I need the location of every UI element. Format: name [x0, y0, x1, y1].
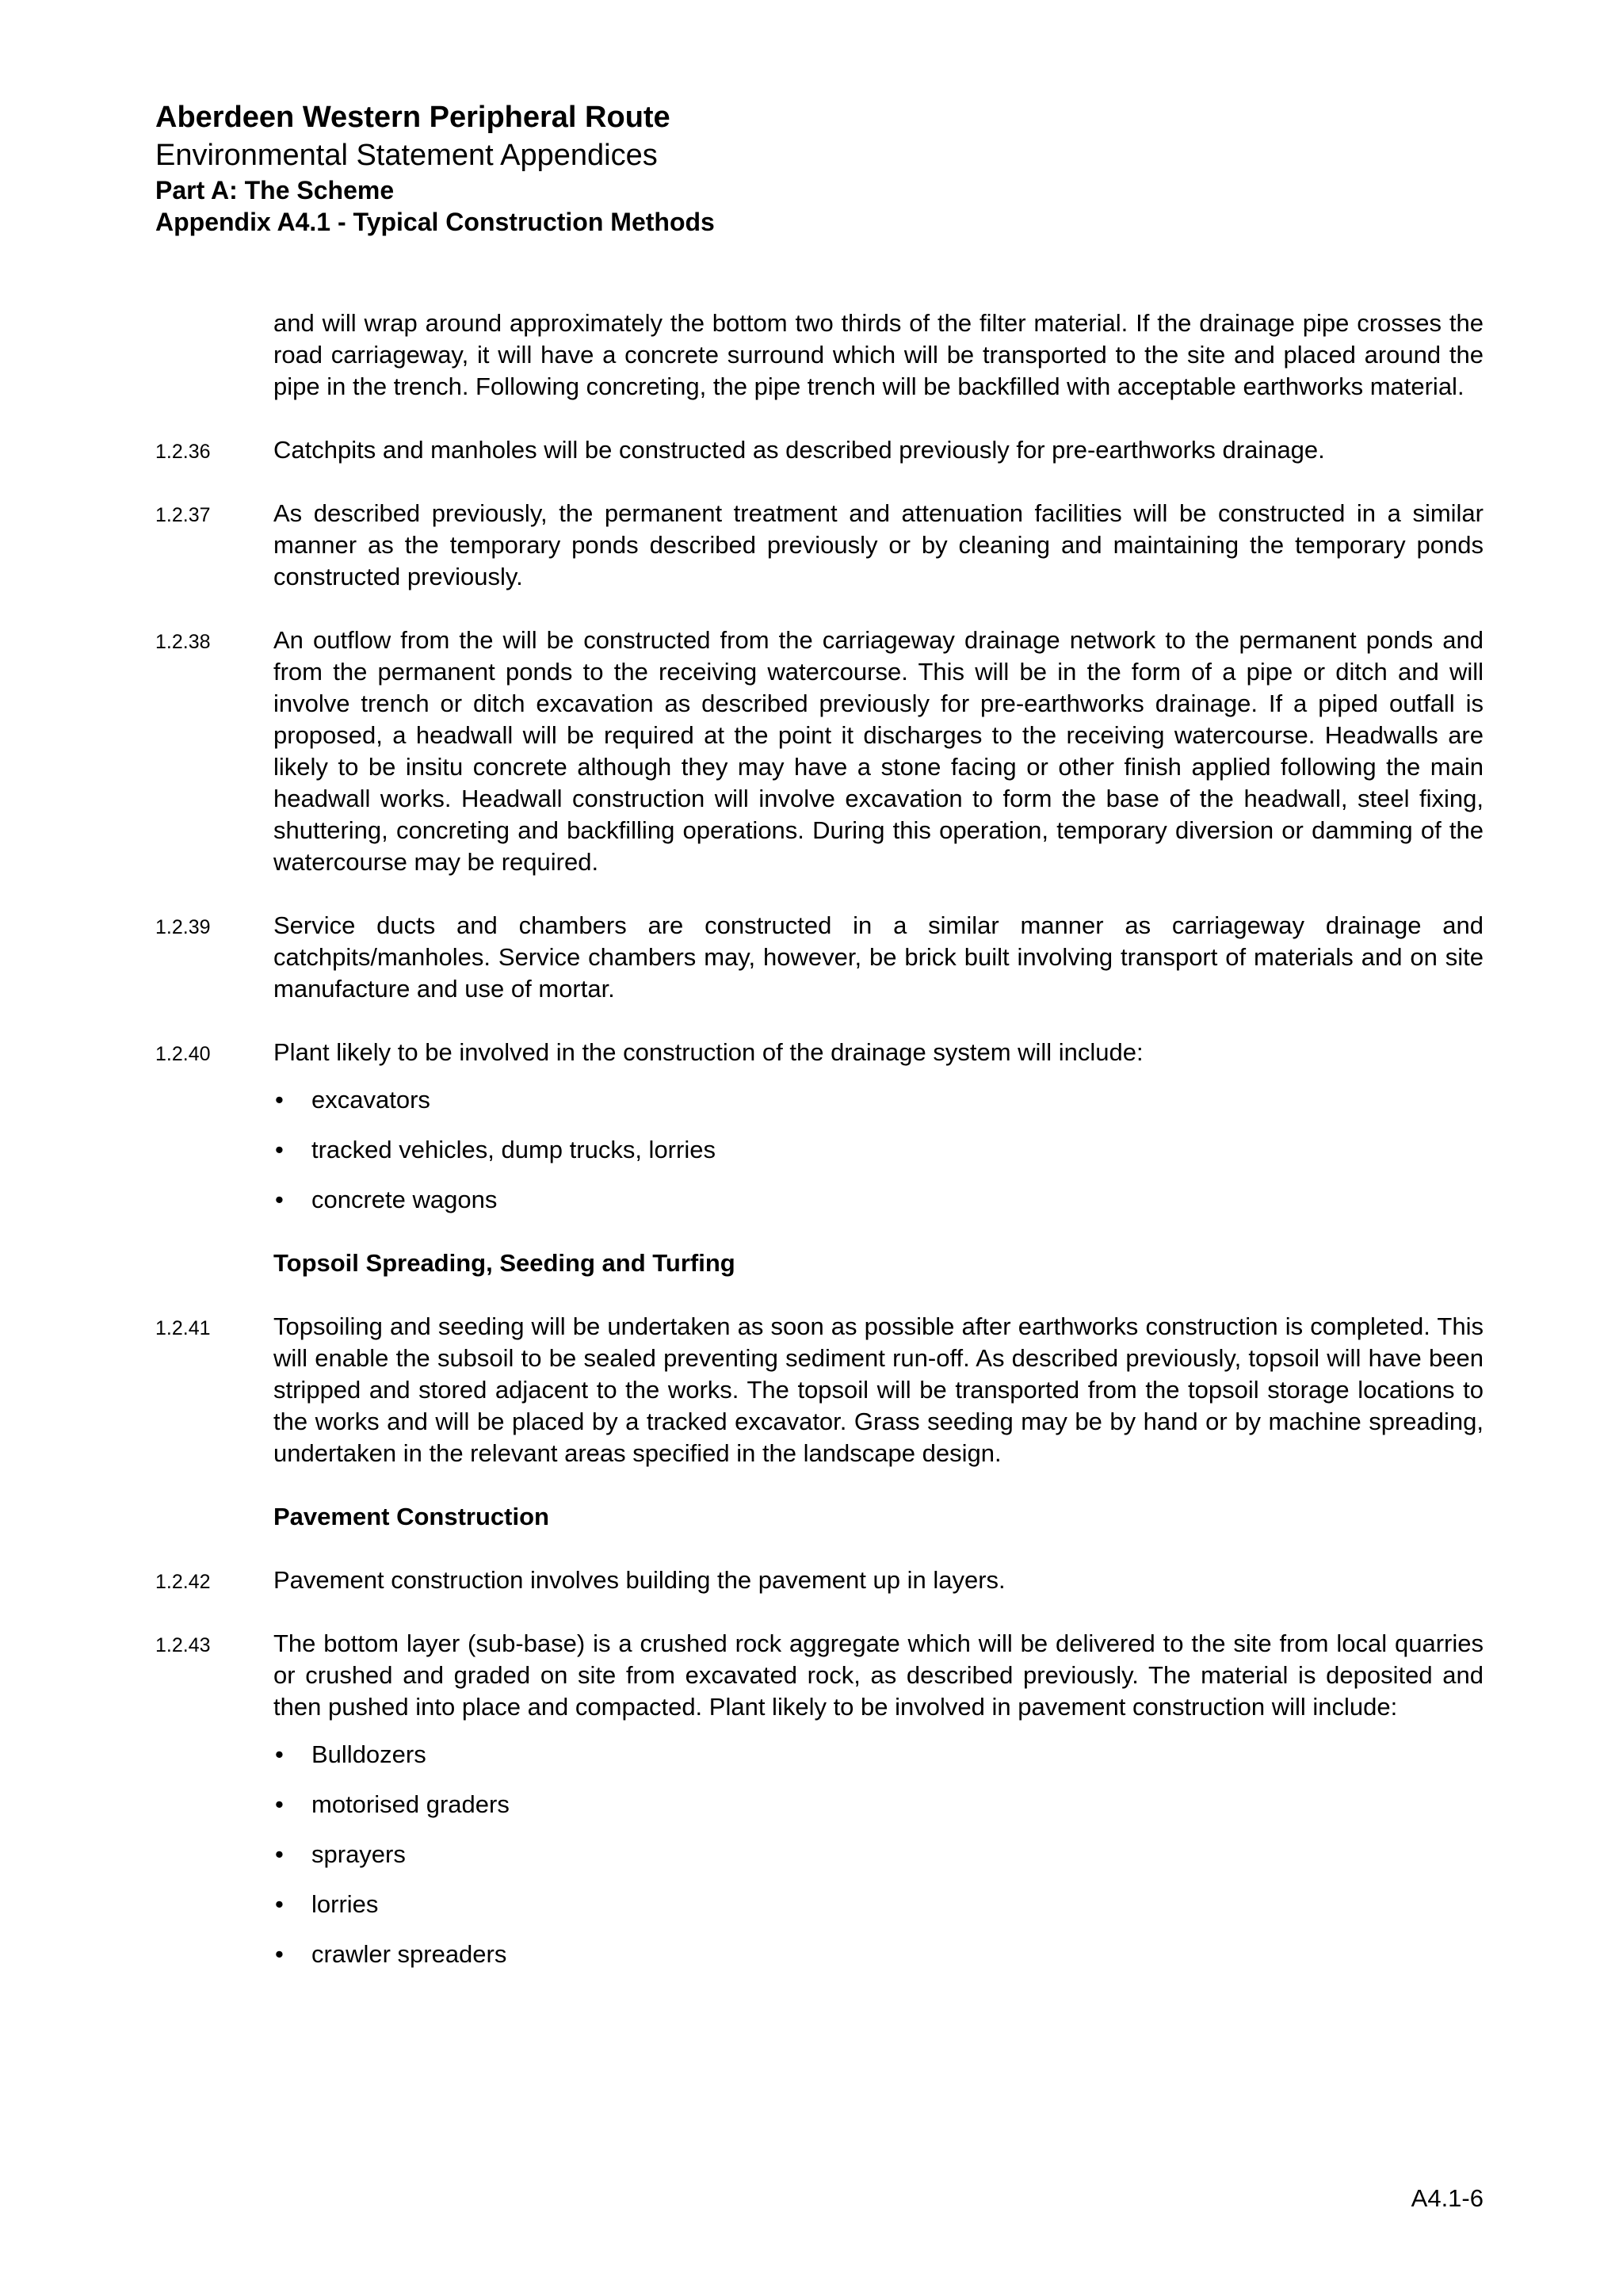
- paragraph-1-2-42: [155, 1564, 1484, 1596]
- pavement-plant-list: [155, 1739, 1484, 1970]
- paragraph-number: 1.2.40: [155, 1043, 211, 1065]
- paragraph-1-2-38: [155, 625, 1484, 878]
- list-item: [273, 1789, 1484, 1820]
- bullet-icon: •: [275, 1740, 284, 1768]
- paragraph-number: 1.2.42: [155, 1571, 211, 1593]
- list-item: [273, 1184, 1484, 1216]
- appendix-heading: Appendix A4.1 - Typical Construction Methods: [155, 208, 715, 236]
- section-heading-topsoil: Topsoil Spreading, Seeding and Turfing: [273, 1249, 735, 1277]
- list-item: [273, 1739, 1484, 1771]
- section-heading-pavement: Pavement Construction: [273, 1503, 549, 1530]
- list-item-text: lorries: [311, 1890, 379, 1918]
- list-item: [273, 1134, 1484, 1166]
- list-item-text: tracked vehicles, dump trucks, lorries: [311, 1136, 716, 1163]
- paragraph-1-2-41: [155, 1311, 1484, 1469]
- paragraph-number: 1.2.36: [155, 441, 211, 463]
- list-item-text: motorised graders: [311, 1790, 510, 1818]
- paragraph-text: Plant likely to be involved in the construction of the drainage system will include:: [273, 1038, 1144, 1066]
- drainage-plant-list: [155, 1084, 1484, 1216]
- paragraph-1-2-40: [155, 1037, 1484, 1068]
- list-item: [273, 1084, 1484, 1116]
- paragraph-number: 1.2.39: [155, 916, 211, 938]
- paragraph-1-2-39: [155, 910, 1484, 1005]
- bullet-icon: •: [275, 1186, 284, 1213]
- part-heading: Part A: The Scheme: [155, 176, 395, 204]
- list-item-text: concrete wagons: [311, 1186, 498, 1213]
- paragraph-text: As described previously, the permanent treatment and attenuation facilities will be constructed in a similar manner as the temporary ponds described previously or by cleaning and maintaining the temporary ponds constructed previously.: [273, 499, 1484, 590]
- list-item-text: Bulldozers: [311, 1740, 426, 1768]
- paragraph-text: Service ducts and chambers are constructed in a similar manner as carriageway drainage and catchpits/manholes. Service chambers may, however, be brick built involving transport of materials and on site manufacture and use of mortar.: [273, 911, 1484, 1003]
- paragraph-text: Catchpits and manholes will be constructed as described previously for pre-earthworks drainage.: [273, 436, 1325, 464]
- bullet-icon: •: [275, 1840, 284, 1868]
- paragraph-text: Topsoiling and seeding will be undertaken as soon as possible after earthworks construction is completed. This will enable the subsoil to be sealed preventing sediment run-off. As described previously, topsoil will have been stripped and stored adjacent to the works. The topsoil will be transported from the topsoil storage locations to the works and will be placed by a tracked excavator. Grass seeding may be by hand or by machine spreading, undertaken in the relevant areas specified in the landscape design.: [273, 1312, 1484, 1467]
- paragraph-text: and will wrap around approximately the bottom two thirds of the filter material. If the drainage pipe crosses the road carriageway, it will have a concrete surround which will be transported to the site and placed around the pipe in the trench. Following concreting, the pipe trench will be backfilled with acceptable earthworks material.: [273, 309, 1484, 400]
- list-item-text: sprayers: [311, 1840, 406, 1868]
- paragraph-text: Pavement construction involves building the pavement up in layers.: [273, 1566, 1006, 1594]
- paragraph-number: 1.2.38: [155, 631, 211, 653]
- list-item: [273, 1939, 1484, 1970]
- paragraph-number: 1.2.43: [155, 1634, 211, 1656]
- bullet-icon: •: [275, 1940, 284, 1968]
- list-item-text: crawler spreaders: [311, 1940, 507, 1968]
- page-number: A4.1-6: [1411, 2184, 1484, 2212]
- paragraph-1-2-36: [155, 434, 1484, 466]
- document-title: Aberdeen Western Peripheral Route: [155, 101, 670, 134]
- list-item-text: excavators: [311, 1086, 430, 1114]
- paragraph-1-2-37: [155, 498, 1484, 593]
- document-body: [155, 308, 1484, 2002]
- document-header: [155, 98, 1503, 238]
- bullet-icon: •: [275, 1086, 284, 1114]
- bullet-icon: •: [275, 1890, 284, 1918]
- paragraph-number: 1.2.41: [155, 1317, 211, 1339]
- bullet-icon: •: [275, 1136, 284, 1163]
- paragraph-text: The bottom layer (sub-base) is a crushed rock aggregate which will be delivered to the site from local quarries or crushed and graded on site from excavated rock, as described previously. The material is deposited and then pushed into place and compacted. Plant likely to be involved in pavement construction will include:: [273, 1629, 1484, 1721]
- list-item: [273, 1839, 1484, 1870]
- document-subtitle: Environmental Statement Appendices: [155, 139, 658, 172]
- paragraph-1-2-43: [155, 1628, 1484, 1723]
- paragraph-text: An outflow from the will be constructed from the carriageway drainage network to the permanent ponds and from the permanent ponds to the receiving watercourse. This will be in the form of a pipe or ditch and will involve trench or ditch excavation as described previously for pre-earthworks drainage. If a piped outfall is proposed, a headwall will be required at the point it discharges to the receiving watercourse. Headwalls are likely to be insitu concrete although they may have a stone facing or other finish applied following the main headwall works. Headwall construction will involve excavation to form the base of the headwall, steel fixing, shuttering, concreting and backfilling operations. During this operation, temporary diversion or damming of the watercourse may be required.: [273, 626, 1484, 876]
- list-item: [273, 1889, 1484, 1920]
- paragraph-continuation: [155, 308, 1484, 403]
- paragraph-number: 1.2.37: [155, 504, 211, 526]
- bullet-icon: •: [275, 1790, 284, 1818]
